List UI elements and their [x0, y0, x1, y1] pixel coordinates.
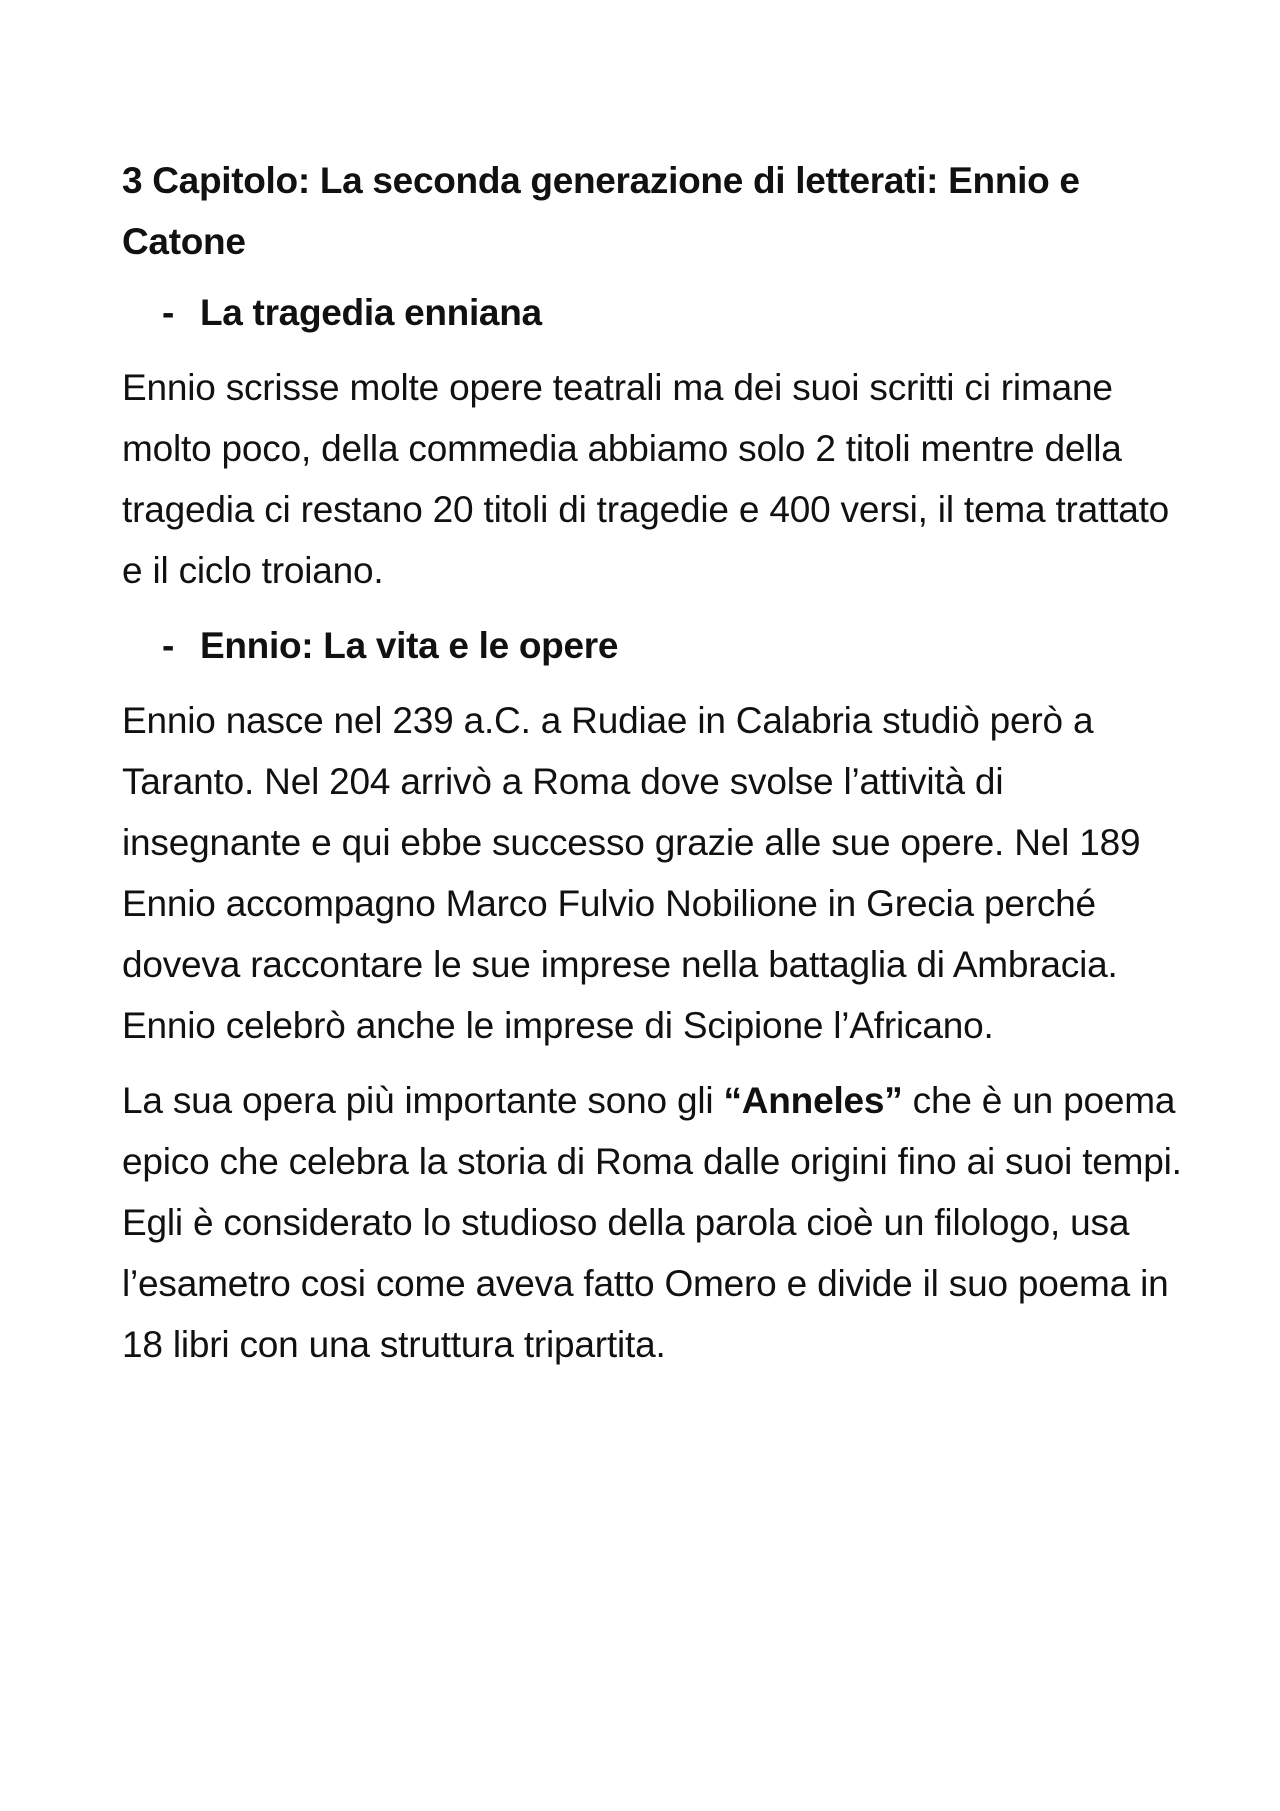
section-heading-text: Ennio: La vita e le opere: [200, 625, 619, 666]
paragraph-tragedia: Ennio scrisse molte opere teatrali ma dei suoi scritti ci rimane molto poco, della commedia abbiamo solo 2 titoli mentre della tragedia ci restano 20 titoli di tragedie e 400 versi, il tema trattato e il ciclo troiano.: [122, 367, 1170, 591]
section-heading-text: La tragedia enniana: [200, 292, 542, 333]
section-heading-vita: [122, 615, 1182, 676]
work-title-bold: “Anneles”: [723, 1080, 903, 1121]
bullet-dash: -: [162, 292, 175, 333]
paragraph-text: che è un poema epico che celebra la storia di Roma dalle origini fino ai suoi tempi. Egli è considerato lo studioso della parola cioè un filologo, usa l’esametro cosi come aveva fatto Omero e divide il suo poema in 18 libri con una struttura tripartita.: [122, 1080, 1182, 1365]
paragraph-vita: Ennio nasce nel 239 a.C. a Rudiae in Calabria studiò però a Taranto. Nel 204 arrivò a Roma dove svolse l’attività di insegnante e qui ebbe successo grazie alle sue opere. Nel 189 Ennio accompagno Marco Fulvio Nobilione in Grecia perché doveva raccontare le sue imprese nella battaglia di Ambracia. Ennio celebrò anche le imprese di Scipione l’Africano.: [122, 700, 1141, 1046]
paragraph-text: La sua opera più importante sono gli: [122, 1080, 724, 1121]
bullet-dash: -: [162, 625, 175, 666]
document-page: [122, 150, 1182, 1389]
paragraph-annales: [122, 1070, 1182, 1375]
section-heading-tragedia: [122, 282, 1182, 343]
document-title: 3 Capitolo: La seconda generazione di letterati: Ennio e Catone: [122, 160, 1080, 262]
